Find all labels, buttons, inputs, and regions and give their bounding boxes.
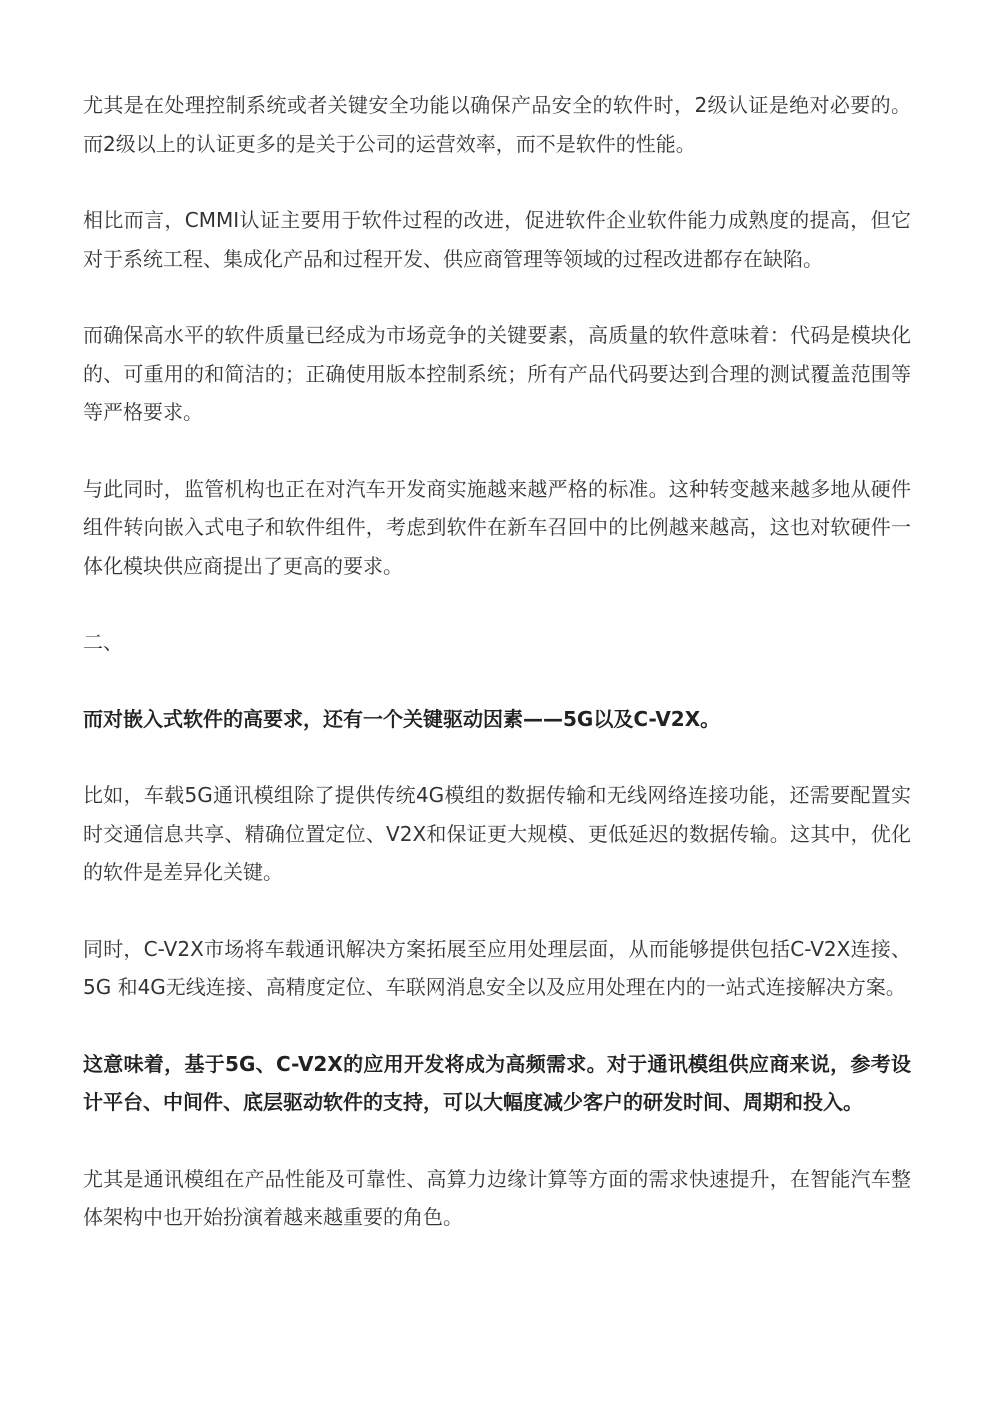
article-body <box>83 86 911 1275</box>
paragraph-4: 与此同时，监管机构也正在对汽车开发商实施越来越严格的标准。这种转变越来越多地从硬件组件转向嵌入式电子和软件组件，考虑到软件在新车召回中的比例越来越高，这也对软硬件一体化模块供应商提出了更高的要求。 <box>83 476 911 578</box>
paragraph-2: 相比而言，CMMI认证主要用于软件过程的改进，促进软件企业软件能力成熟度的提高，但它对于系统工程、集成化产品和过程开发、供应商管理等领域的过程改进都存在缺陷。 <box>83 208 911 271</box>
section-number: 二、 <box>83 630 123 654</box>
paragraph-10: 尤其是通讯模组在产品性能及可靠性、高算力边缘计算等方面的需求快速提升，在智能汽车整体架构中也开始扮演着越来越重要的角色。 <box>83 1166 911 1229</box>
bold-paragraph-5g: 而对嵌入式软件的高要求，还有一个关键驱动因素——5G以及C-V2X。 <box>83 706 721 731</box>
paragraph-3: 而确保高水平的软件质量已经成为市场竞争的关键要素，高质量的软件意味着：代码是模块化的、可重用的和简洁的；正确使用版本控制系统；所有产品代码要达到合理的测试覆盖范围等等严格要求。 <box>83 323 911 424</box>
bold-paragraph-demand: 这意味着，基于5G、C-V2X的应用开发将成为高频需求。对于通讯模组供应商来说，参考设计平台、中间件、底层驱动软件的支持，可以大幅度减少客户的研发时间、周期和投入。 <box>83 1051 911 1114</box>
paragraph-1: 尤其是在处理控制系统或者关键安全功能以确保产品安全的软件时，2级认证是绝对必要的。而2级以上的认证更多的是关于公司的运营效率，而不是软件的性能。 <box>83 93 911 156</box>
paragraph-8: 同时，C-V2X市场将车载通讯解决方案拓展至应用处理层面，从而能够提供包括C-V2X连接、5G 和4G无线连接、高精度定位、车联网消息安全以及应用处理在内的一站式连接解决方案。 <box>83 936 911 999</box>
paragraph-7: 比如，车载5G通讯模组除了提供传统4G模组的数据传输和无线网络连接功能，还需要配置实时交通信息共享、精确位置定位、V2X和保证更大规模、更低延迟的数据传输。这其中，优化的软件是差异化关键。 <box>83 783 911 884</box>
